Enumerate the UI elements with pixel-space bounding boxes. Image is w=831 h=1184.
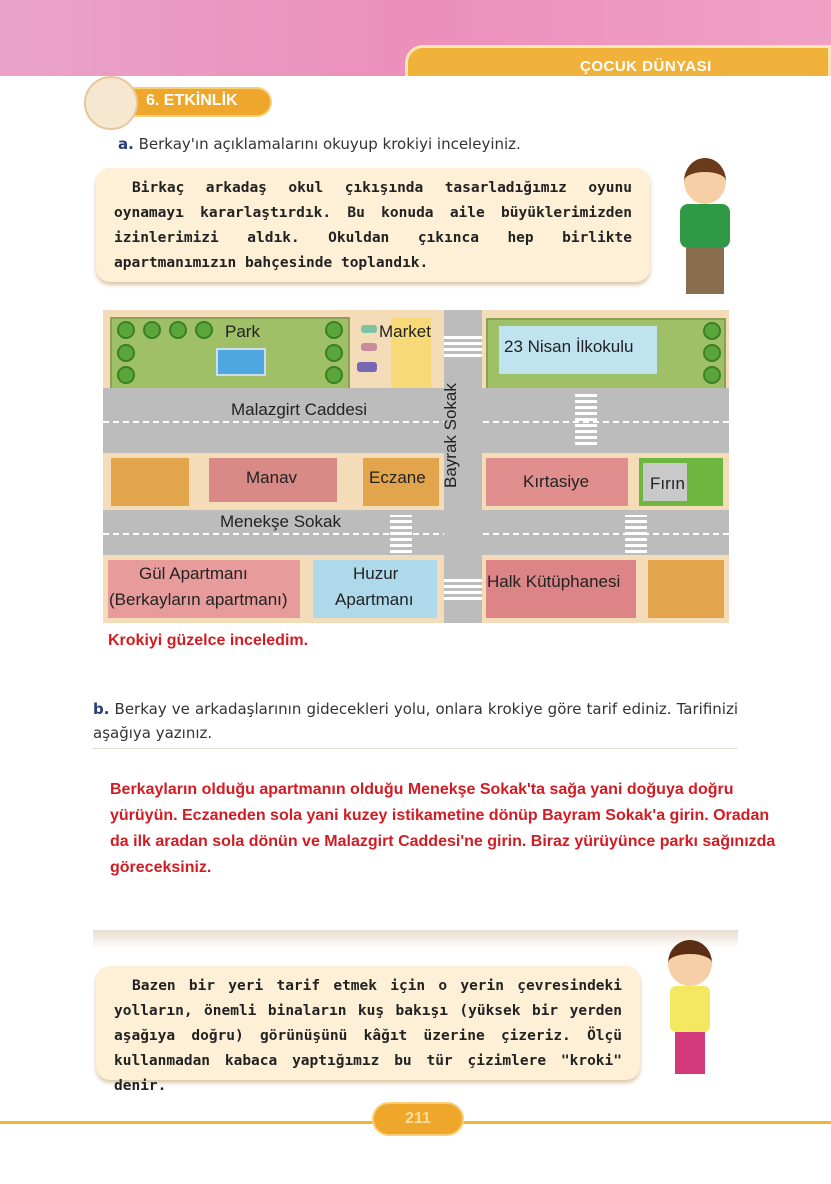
tree-icon: [169, 321, 187, 339]
gul-note-label: (Berkayların apartmanı): [109, 590, 288, 609]
tree-icon: [703, 366, 721, 384]
crosswalk: [444, 335, 482, 357]
tree-icon: [325, 366, 343, 384]
tree-icon: [117, 344, 135, 362]
tree-icon: [325, 344, 343, 362]
lane-line: [103, 421, 729, 423]
activity-label: 6. ETKİNLİK: [146, 92, 238, 109]
girl-reading-icon: [84, 76, 138, 130]
berkay-speech-bubble: Birkaç arkadaş okul çıkışında tasarladığımız oyunu oynamayı kararlaştırdık. Bu konuda aile büyüklerimizden izinlerimizi aldık. Okuldan çıkınca hep birlikte apartmanımızın bahçesinde toplandık.: [96, 168, 650, 282]
sketch-map: [103, 310, 729, 623]
info-speech-bubble: Bazen bir yeri tarif etmek için o yerin çevresindeki yolların, önemli binaların kuş bakışı (yüksek bir yerden aşağıya doğru) görünüşünü kâğıt üzerine çizeriz. Ölçü kullanmadan kabaca yaptığımız bu tür çizimlere "kroki" denir.: [96, 966, 640, 1080]
huzur-label-2: Apartmanı: [335, 590, 414, 609]
park-label: Park: [225, 322, 260, 341]
car-icon: [361, 325, 377, 333]
part-a-text: Berkay'ın açıklamalarını okuyup krokiyi inceleyiniz.: [138, 135, 521, 153]
part-b-text: Berkay ve arkadaşlarının gidecekleri yolu, onlara krokiye göre tarif ediniz. Tarifinizi aşağıya yazınız.: [93, 700, 738, 742]
page-number: 211: [405, 1110, 431, 1127]
tree-icon: [703, 344, 721, 362]
part-a-instruction: [118, 135, 521, 153]
bayrak-label: Bayrak Sokak: [441, 383, 460, 488]
section-title: ÇOCUK DÜNYASI: [580, 58, 712, 75]
eczane-label: Eczane: [369, 468, 426, 487]
crosswalk: [444, 578, 482, 600]
tree-icon: [143, 321, 161, 339]
crosswalk: [575, 393, 597, 445]
manav-label: Manav: [246, 468, 298, 487]
answer-line: [93, 748, 738, 749]
boy-character-illustration: [675, 158, 735, 298]
tree-icon: [117, 321, 135, 339]
menekse-label: Menekşe Sokak: [220, 512, 341, 531]
car-icon: [357, 362, 377, 372]
divider-band: [93, 930, 738, 948]
library-label: Halk Kütüphanesi: [487, 572, 621, 591]
part-a-letter: a.: [118, 135, 134, 153]
part-b-instruction: [93, 697, 738, 745]
firin-label: Fırın: [650, 474, 685, 493]
pool: [216, 348, 266, 376]
part-b-answer: Berkayların olduğu apartmanın olduğu Menekşe Sokak'ta sağa yani doğuya doğru yürüyün. Eczaneden sola yani kuzey istikametine dönüp Bayram Sokak'a girin. Oradan da ilk aradan sola dönün ve Malazgirt Caddesi'ne girin. Biraz yürüyünce parkı sağınızda göreceksiniz.: [110, 781, 776, 876]
crosswalk: [390, 515, 412, 553]
car-icon: [361, 343, 377, 351]
part-b-letter: b.: [93, 700, 110, 718]
market-label: Market: [379, 322, 431, 341]
house-building: [648, 560, 724, 618]
crosswalk: [625, 515, 647, 553]
gul-label: Gül Apartmanı: [139, 564, 248, 583]
tree-icon: [117, 366, 135, 384]
tree-icon: [195, 321, 213, 339]
house-building: [111, 458, 189, 506]
tree-icon: [325, 321, 343, 339]
kirtasiye-label: Kırtasiye: [523, 472, 590, 491]
girl-character-illustration: [650, 940, 730, 1080]
huzur-label: Huzur: [353, 564, 399, 583]
school-label: 23 Nisan İlkokulu: [504, 337, 634, 356]
malazgirt-label: Malazgirt Caddesi: [231, 400, 368, 419]
tree-icon: [703, 322, 721, 340]
part-a-answer: Krokiyi güzelce inceledim.: [108, 632, 309, 649]
